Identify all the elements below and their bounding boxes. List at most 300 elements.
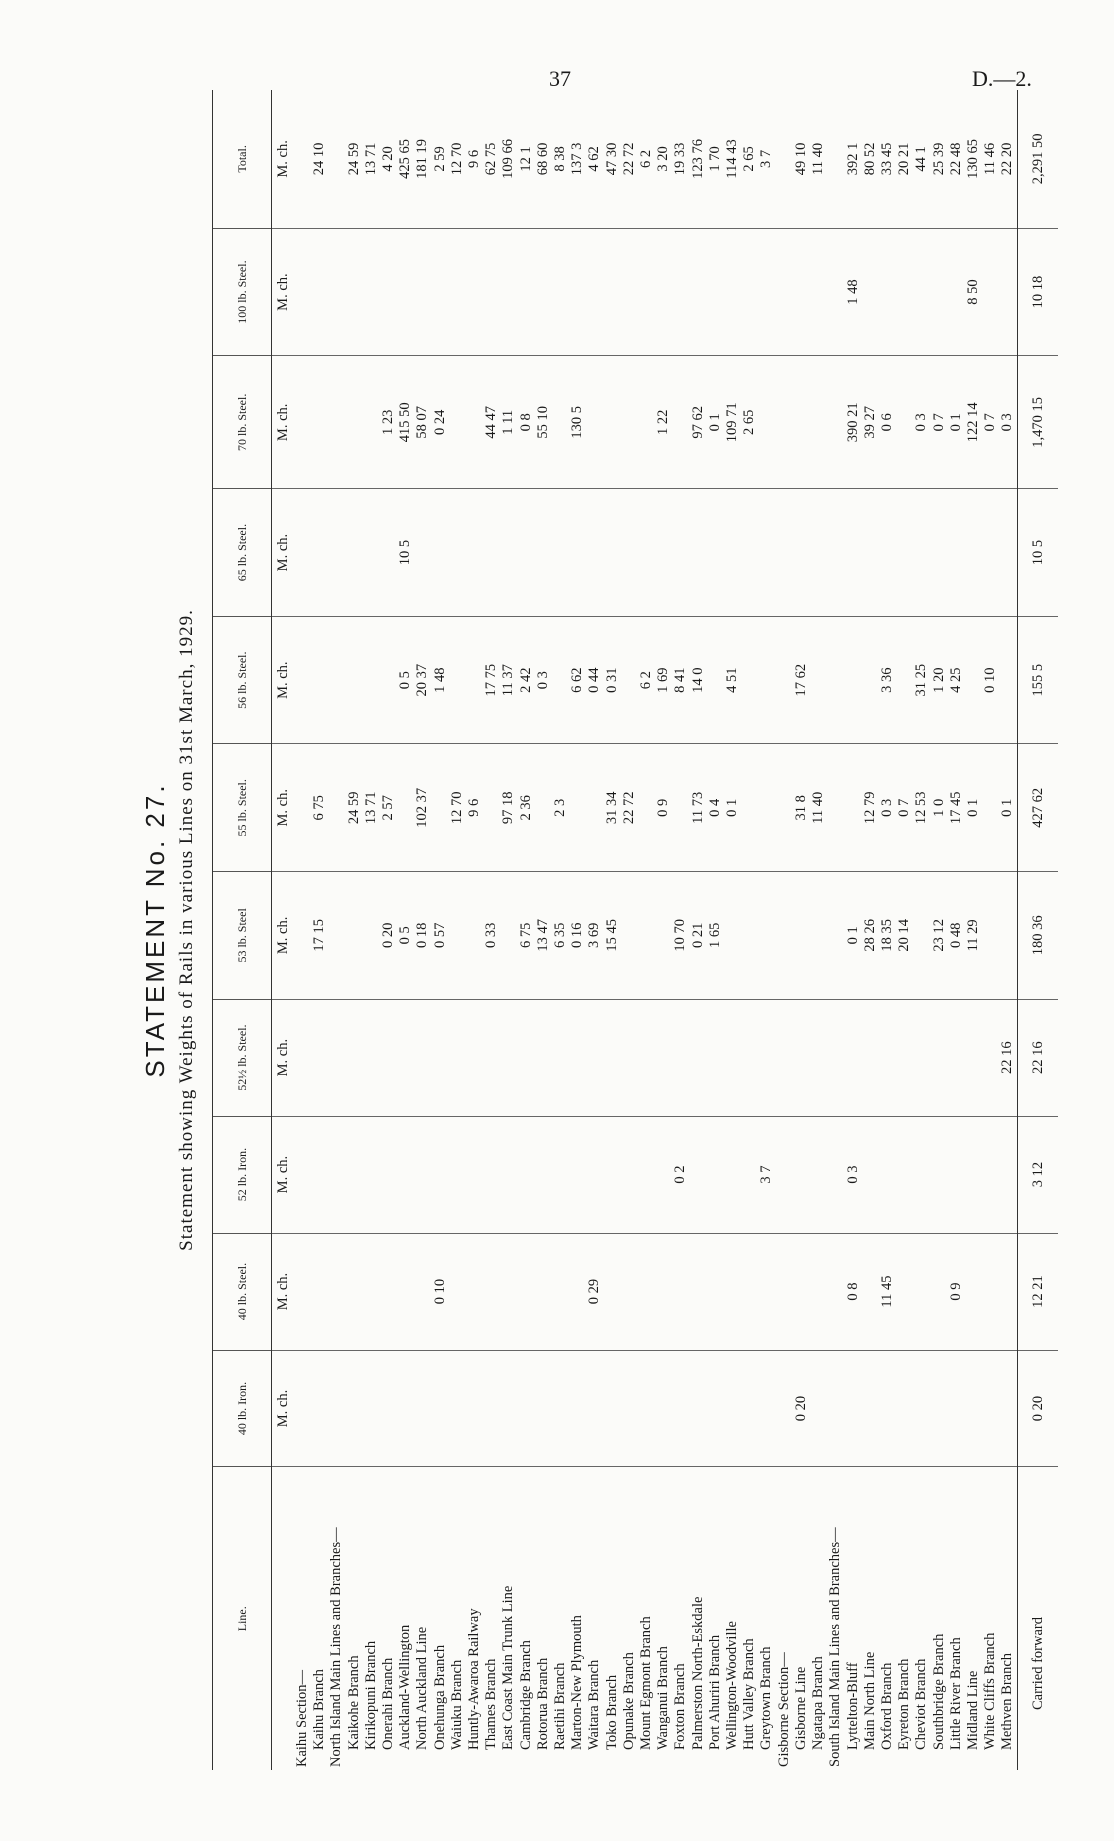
value-cell [758, 489, 775, 617]
total-cell: 3 12 [1017, 1116, 1058, 1233]
value-cell [965, 1233, 982, 1350]
table-row [380, 90, 397, 1770]
line-name: Huntly-Awaroa Railway [466, 1608, 483, 1750]
value-cell [810, 872, 827, 1000]
table-row [552, 90, 569, 1770]
value-cell: 13 71 [363, 744, 380, 872]
value-cell [328, 616, 345, 744]
total-cell: 1,470 15 [1017, 356, 1058, 489]
value-cell: 97 62 [690, 356, 707, 489]
line-name: White Cliffs Branch [982, 1632, 999, 1750]
value-cell [294, 1233, 311, 1350]
value-cell [414, 1116, 431, 1233]
line-name: Eyreton Branch [896, 1658, 913, 1750]
line-name: Toko Branch [603, 1674, 620, 1750]
value-cell: 1 70 [707, 90, 724, 228]
value-cell [948, 1116, 965, 1233]
value-cell [500, 1233, 517, 1350]
value-cell [311, 616, 328, 744]
table-row [931, 90, 948, 1770]
value-cell: 0 5 [397, 616, 414, 744]
unit-cell: M. ch. [272, 489, 295, 617]
rails-weight-table [212, 90, 1058, 1770]
value-cell: 1 65 [707, 872, 724, 1000]
value-cell [758, 1350, 775, 1467]
line-name: Foxton Branch [672, 1663, 689, 1750]
line-name: Midland Line [964, 1670, 981, 1750]
value-cell [621, 356, 638, 489]
table-row [569, 90, 586, 1770]
column-header: 40 lb. Iron. [213, 1350, 272, 1467]
value-cell [569, 1350, 586, 1467]
value-cell [518, 1233, 535, 1350]
value-cell [741, 489, 758, 617]
value-cell: 4 20 [380, 90, 397, 228]
value-cell: 49 10 [793, 90, 810, 228]
value-cell: 2 59 [432, 90, 449, 228]
value-cell [483, 1233, 500, 1350]
value-cell [449, 1116, 466, 1233]
table-row [397, 90, 414, 1770]
value-cell [346, 1233, 363, 1350]
value-cell [621, 1233, 638, 1350]
value-cell [793, 228, 810, 356]
value-cell [827, 999, 844, 1116]
table-row [586, 90, 603, 1770]
value-cell [294, 1116, 311, 1233]
value-cell: 22 72 [621, 744, 638, 872]
value-cell [707, 1350, 724, 1467]
value-cell [414, 1233, 431, 1350]
value-cell [724, 872, 741, 1000]
value-cell: 9 6 [466, 90, 483, 228]
value-cell [621, 1350, 638, 1467]
value-cell: 3 7 [758, 1116, 775, 1233]
value-cell [311, 999, 328, 1116]
value-cell: 12 53 [913, 744, 930, 872]
table-row [913, 90, 930, 1770]
value-cell [896, 1350, 913, 1467]
value-cell: 0 6 [879, 356, 896, 489]
value-cell [586, 228, 603, 356]
value-cell [741, 228, 758, 356]
value-cell: 0 31 [604, 616, 621, 744]
value-cell [707, 616, 724, 744]
value-cell [604, 356, 621, 489]
table-row [638, 90, 655, 1770]
value-cell [793, 999, 810, 1116]
value-cell: 12 70 [449, 90, 466, 228]
table-row [793, 90, 810, 1770]
column-header: 65 lb. Steel. [213, 489, 272, 617]
value-cell [380, 616, 397, 744]
value-cell [535, 1116, 552, 1233]
value-cell [466, 1233, 483, 1350]
value-cell: 0 3 [845, 1116, 862, 1233]
value-cell [604, 228, 621, 356]
value-cell [311, 1116, 328, 1233]
unit-cell: M. ch. [272, 744, 295, 872]
table-row [810, 90, 827, 1770]
section-heading-row [294, 90, 311, 1770]
value-cell [965, 1350, 982, 1467]
value-cell [483, 744, 500, 872]
value-cell [776, 489, 793, 617]
value-cell [294, 1350, 311, 1467]
value-cell: 24 59 [346, 744, 363, 872]
value-cell: 24 59 [346, 90, 363, 228]
total-cell: 180 36 [1017, 872, 1058, 1000]
value-cell [294, 90, 311, 228]
table-row [483, 90, 500, 1770]
value-cell [604, 999, 621, 1116]
value-cell [604, 1116, 621, 1233]
value-cell [931, 1350, 948, 1467]
value-cell [724, 1350, 741, 1467]
value-cell [965, 1116, 982, 1233]
value-cell [810, 489, 827, 617]
value-cell [638, 1233, 655, 1350]
value-cell [845, 489, 862, 617]
unit-cell: M. ch. [272, 356, 295, 489]
value-cell [931, 489, 948, 617]
value-cell [328, 872, 345, 1000]
value-cell [827, 489, 844, 617]
unit-cell: M. ch. [272, 872, 295, 1000]
value-cell: 2 42 [518, 616, 535, 744]
value-cell: 13 47 [535, 872, 552, 1000]
value-cell [879, 228, 896, 356]
value-cell [982, 489, 999, 617]
value-cell [328, 90, 345, 228]
value-cell [862, 489, 879, 617]
value-cell [948, 228, 965, 356]
value-cell: 8 50 [965, 228, 982, 356]
total-cell: 155 5 [1017, 616, 1058, 744]
value-cell: 2 3 [552, 744, 569, 872]
value-cell [913, 1116, 930, 1233]
value-cell [896, 228, 913, 356]
value-cell: 0 20 [793, 1350, 810, 1467]
value-cell [913, 999, 930, 1116]
value-cell: 17 15 [311, 872, 328, 1000]
line-name: North Island Main Lines and Branches— [328, 1527, 345, 1767]
value-cell: 18 35 [879, 872, 896, 1000]
column-header: 53 lb. Steel [213, 872, 272, 1000]
value-cell: 0 1 [999, 744, 1017, 872]
value-cell [397, 999, 414, 1116]
value-cell [810, 356, 827, 489]
value-cell: 33 45 [879, 90, 896, 228]
table-row [724, 90, 741, 1770]
value-cell: 1 69 [655, 616, 672, 744]
value-cell [776, 356, 793, 489]
table-row [363, 90, 380, 1770]
value-cell: 425 65 [397, 90, 414, 228]
value-cell: 17 45 [948, 744, 965, 872]
value-cell: 0 16 [569, 872, 586, 1000]
line-name: Main North Line [861, 1651, 878, 1750]
value-cell [586, 744, 603, 872]
total-cell: 22 16 [1017, 999, 1058, 1116]
value-cell [380, 228, 397, 356]
value-cell: 0 1 [845, 872, 862, 1000]
value-cell [690, 228, 707, 356]
value-cell [982, 228, 999, 356]
value-cell: 14 0 [690, 616, 707, 744]
value-cell [638, 1350, 655, 1467]
value-cell [397, 1116, 414, 1233]
value-cell [707, 228, 724, 356]
value-cell [346, 616, 363, 744]
value-cell: 11 46 [982, 90, 999, 228]
value-cell [810, 1350, 827, 1467]
value-cell [862, 228, 879, 356]
value-cell [707, 489, 724, 617]
value-cell: 62 75 [483, 90, 500, 228]
value-cell [483, 228, 500, 356]
value-cell [638, 999, 655, 1116]
value-cell [432, 1350, 449, 1467]
value-cell [896, 999, 913, 1116]
value-cell: 15 45 [604, 872, 621, 1000]
value-cell [535, 744, 552, 872]
value-cell: 102 37 [414, 744, 431, 872]
value-cell [672, 999, 689, 1116]
value-cell [758, 999, 775, 1116]
total-cell: 10 18 [1017, 228, 1058, 356]
value-cell [810, 999, 827, 1116]
value-cell: 4 51 [724, 616, 741, 744]
line-name: Gisborne Section— [775, 1652, 792, 1767]
value-cell [655, 1233, 672, 1350]
value-cell: 109 71 [724, 356, 741, 489]
value-cell: 2 65 [741, 356, 758, 489]
value-cell [793, 356, 810, 489]
value-cell [363, 1233, 380, 1350]
value-cell: 22 16 [999, 999, 1017, 1116]
value-cell [965, 999, 982, 1116]
value-cell [466, 1350, 483, 1467]
value-cell [827, 1116, 844, 1233]
value-cell [449, 1350, 466, 1467]
value-cell: 23 12 [931, 872, 948, 1000]
value-cell: 0 24 [432, 356, 449, 489]
value-cell [311, 489, 328, 617]
value-cell [414, 1350, 431, 1467]
value-cell [896, 1116, 913, 1233]
value-cell [363, 489, 380, 617]
value-cell: 181 19 [414, 90, 431, 228]
value-cell [363, 616, 380, 744]
value-cell [913, 489, 930, 617]
value-cell: 22 48 [948, 90, 965, 228]
line-name: Methven Branch [999, 1467, 1017, 1770]
value-cell [586, 1350, 603, 1467]
value-cell [672, 1350, 689, 1467]
value-cell [552, 356, 569, 489]
value-cell [500, 872, 517, 1000]
value-cell [862, 1350, 879, 1467]
rotated-statement [140, 90, 1046, 1770]
value-cell [862, 1116, 879, 1233]
unit-cell [272, 1467, 295, 1770]
value-cell: 1 20 [931, 616, 948, 744]
value-cell: 0 48 [948, 872, 965, 1000]
statement-subtitle: Statement showing Weights of Rails in various Lines on 31st March, 1929. [176, 609, 197, 1251]
value-cell: 31 34 [604, 744, 621, 872]
value-cell: 130 65 [965, 90, 982, 228]
value-cell [758, 744, 775, 872]
value-cell [518, 999, 535, 1116]
table-row [879, 90, 896, 1770]
value-cell [999, 872, 1017, 1000]
value-cell: 6 2 [638, 616, 655, 744]
value-cell [827, 356, 844, 489]
value-cell [862, 999, 879, 1116]
value-cell [552, 1350, 569, 1467]
value-cell [432, 999, 449, 1116]
value-cell: 0 21 [690, 872, 707, 1000]
table-row [311, 90, 328, 1770]
value-cell: 68 60 [535, 90, 552, 228]
value-cell [535, 1350, 552, 1467]
value-cell [621, 489, 638, 617]
value-cell [346, 356, 363, 489]
line-name: South Island Main Lines and Branches— [827, 1527, 844, 1767]
value-cell: 1 0 [931, 744, 948, 872]
value-cell [569, 744, 586, 872]
value-cell [690, 999, 707, 1116]
value-cell: 109 66 [500, 90, 517, 228]
value-cell: 39 27 [862, 356, 879, 489]
table-row [948, 90, 965, 1770]
value-cell: 80 52 [862, 90, 879, 228]
value-cell [690, 1350, 707, 1467]
value-cell [328, 999, 345, 1116]
value-cell [449, 616, 466, 744]
value-cell [776, 1233, 793, 1350]
value-cell [896, 1233, 913, 1350]
value-cell [518, 1116, 535, 1233]
value-cell [432, 744, 449, 872]
value-cell: 0 44 [586, 616, 603, 744]
total-cell: 10 5 [1017, 489, 1058, 617]
value-cell: 44 47 [483, 356, 500, 489]
value-cell: 0 3 [535, 616, 552, 744]
value-cell [294, 616, 311, 744]
value-cell [311, 1233, 328, 1350]
value-cell: 12 1 [518, 90, 535, 228]
value-cell [466, 356, 483, 489]
value-cell [931, 1116, 948, 1233]
value-cell [466, 999, 483, 1116]
unit-cell: M. ch. [272, 1233, 295, 1350]
value-cell [569, 1233, 586, 1350]
value-cell [655, 228, 672, 356]
value-cell [569, 999, 586, 1116]
value-cell: 0 57 [432, 872, 449, 1000]
value-cell [724, 489, 741, 617]
value-cell [741, 1116, 758, 1233]
value-cell [776, 616, 793, 744]
total-cell: 2,291 50 [1017, 90, 1058, 228]
line-name: Wanganui Branch [655, 1646, 672, 1750]
value-cell [758, 872, 775, 1000]
value-cell [913, 228, 930, 356]
value-cell [518, 228, 535, 356]
table-row [432, 90, 449, 1770]
value-cell [535, 999, 552, 1116]
value-cell: 392 1 [845, 90, 862, 228]
value-cell [466, 872, 483, 1000]
value-cell: 31 8 [793, 744, 810, 872]
line-name: Little River Branch [947, 1637, 964, 1750]
value-cell: 3 36 [879, 616, 896, 744]
unit-cell: M. ch. [272, 1350, 295, 1467]
line-name: Port Ahuriri Branch [706, 1634, 723, 1750]
value-cell: 122 14 [965, 356, 982, 489]
line-name: Kaihu Branch [311, 1669, 328, 1750]
value-cell [999, 1116, 1017, 1233]
value-cell: 137 3 [569, 90, 586, 228]
value-cell [672, 228, 689, 356]
value-cell [982, 872, 999, 1000]
value-cell [569, 489, 586, 617]
value-cell [896, 616, 913, 744]
value-cell [294, 228, 311, 356]
document-reference: D.—2. [972, 66, 1032, 91]
column-header: 40 lb. Steel. [213, 1233, 272, 1350]
value-cell: 0 1 [948, 356, 965, 489]
value-cell [500, 999, 517, 1116]
value-cell [621, 616, 638, 744]
value-cell [311, 1350, 328, 1467]
value-cell [999, 489, 1017, 617]
value-cell: 3 7 [758, 90, 775, 228]
value-cell: 6 75 [311, 744, 328, 872]
value-cell [552, 1233, 569, 1350]
line-name: Cheviot Branch [913, 1658, 930, 1750]
line-name: Marton-New Plymouth [569, 1615, 586, 1750]
value-cell [845, 1350, 862, 1467]
value-cell: 28 26 [862, 872, 879, 1000]
value-cell [449, 489, 466, 617]
value-cell [483, 489, 500, 617]
value-cell [604, 1233, 621, 1350]
value-cell [776, 1116, 793, 1233]
table-row [741, 90, 758, 1770]
page-number: 37 [549, 66, 571, 91]
value-cell: 6 35 [552, 872, 569, 1000]
value-cell: 11 29 [965, 872, 982, 1000]
value-cell [552, 999, 569, 1116]
value-cell [982, 1233, 999, 1350]
value-cell [449, 999, 466, 1116]
value-cell: 0 1 [707, 356, 724, 489]
line-name: Oxford Branch [878, 1662, 895, 1750]
value-cell [518, 1350, 535, 1467]
value-cell: 17 75 [483, 616, 500, 744]
value-cell [380, 1116, 397, 1233]
value-cell [346, 999, 363, 1116]
line-name: Lyttelton-Bluff [844, 1662, 861, 1750]
value-cell: 0 7 [931, 356, 948, 489]
value-cell [380, 999, 397, 1116]
value-cell: 0 10 [432, 1233, 449, 1350]
value-cell [810, 1116, 827, 1233]
value-cell [879, 1350, 896, 1467]
